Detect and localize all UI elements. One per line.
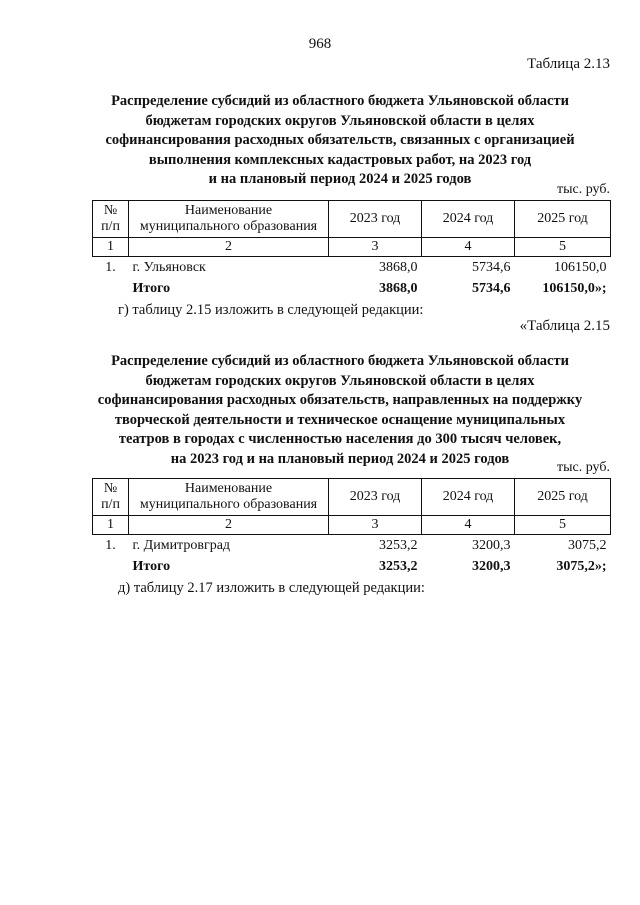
row-value-2024: 5734,6 (472, 259, 511, 275)
table-row (93, 535, 611, 557)
total-label: Итого (132, 558, 171, 574)
unit-label: тыс. руб. (557, 182, 610, 197)
page-number: 968 (308, 36, 332, 52)
header-2024: 2024 год (422, 201, 515, 238)
table-header-row (93, 479, 611, 516)
row-value-2024: 3200,3 (472, 537, 511, 553)
title-line: и на плановый период 2024 и 2025 годов (208, 171, 472, 187)
row-num: 1. (105, 537, 116, 553)
row-name: г. Димитровград (132, 537, 231, 553)
title-line: софинансирования расходных обязательств, направленных на поддержку (97, 392, 583, 408)
title-line: бюджетам городских округов Ульяновской области в целях (145, 112, 535, 129)
total-2025: 106150,0»; (542, 280, 607, 296)
header-2024: 2024 год (422, 479, 515, 516)
table-title-2-13 (80, 92, 600, 190)
total-row (93, 556, 611, 577)
col-number: 5 (515, 238, 611, 257)
col-number: 1 (93, 238, 129, 257)
table-header-row (93, 201, 611, 238)
title-line: софинансирования расходных обязательств, связанных с организацией (105, 132, 575, 148)
total-2023: 3868,0 (379, 280, 418, 296)
col-number: 2 (129, 516, 329, 535)
total-label: Итого (132, 280, 171, 296)
col-number: 4 (422, 516, 515, 535)
header-name: Наименование муниципального образования (129, 479, 329, 516)
title-line: на 2023 год и на плановый период 2024 и 2025 годов (170, 450, 510, 467)
total-2023: 3253,2 (379, 558, 418, 574)
table-title-2-15 (80, 352, 600, 469)
title-line: выполнения комплексных кадастровых работ, на 2023 год (148, 151, 532, 168)
col-number: 3 (329, 238, 422, 257)
unit-label: тыс. руб. (557, 460, 610, 475)
subsidy-table-2-15 (92, 478, 611, 577)
title-line: творческой деятельности и техническое оснащение муниципальных (114, 411, 566, 428)
paragraph-d: д) таблицу 2.17 изложить в следующей редакции: (118, 580, 425, 596)
col-number: 5 (515, 516, 611, 535)
col-number: 1 (93, 516, 129, 535)
row-num: 1. (105, 259, 116, 275)
total-2025: 3075,2»; (556, 558, 607, 574)
header-2023: 2023 год (329, 201, 422, 238)
header-2023: 2023 год (329, 479, 422, 516)
col-number: 2 (129, 238, 329, 257)
total-2024: 5734,6 (472, 280, 511, 296)
col-number: 3 (329, 516, 422, 535)
column-number-row (93, 238, 611, 257)
title-line: Распределение субсидий из областного бюджета Ульяновской области (111, 93, 569, 109)
header-num: № п/п (93, 479, 129, 516)
title-line: бюджетам городских округов Ульяновской области в целях (145, 372, 535, 389)
col-number: 4 (422, 238, 515, 257)
header-name: Наименование муниципального образования (129, 201, 329, 238)
title-line: театров в городах с численностью населения до 300 тысяч человек, (118, 431, 562, 447)
row-value-2023: 3868,0 (379, 259, 418, 275)
subsidy-table-2-13 (92, 200, 611, 299)
header-2025: 2025 год (515, 479, 611, 516)
table-label-2-13: Таблица 2.13 (527, 56, 610, 72)
row-value-2023: 3253,2 (379, 537, 418, 553)
table-label-2-15: «Таблица 2.15 (519, 318, 610, 334)
header-2025: 2025 год (515, 201, 611, 238)
title-line: Распределение субсидий из областного бюджета Ульяновской области (111, 353, 569, 369)
total-row (93, 278, 611, 299)
column-number-row (93, 516, 611, 535)
table-row (93, 257, 611, 279)
row-value-2025: 3075,2 (568, 537, 607, 553)
header-num: № п/п (93, 201, 129, 238)
total-2024: 3200,3 (472, 558, 511, 574)
row-value-2025: 106150,0 (554, 259, 607, 275)
paragraph-g: г) таблицу 2.15 изложить в следующей редакции: (118, 302, 424, 318)
row-name: г. Ульяновск (132, 259, 206, 275)
